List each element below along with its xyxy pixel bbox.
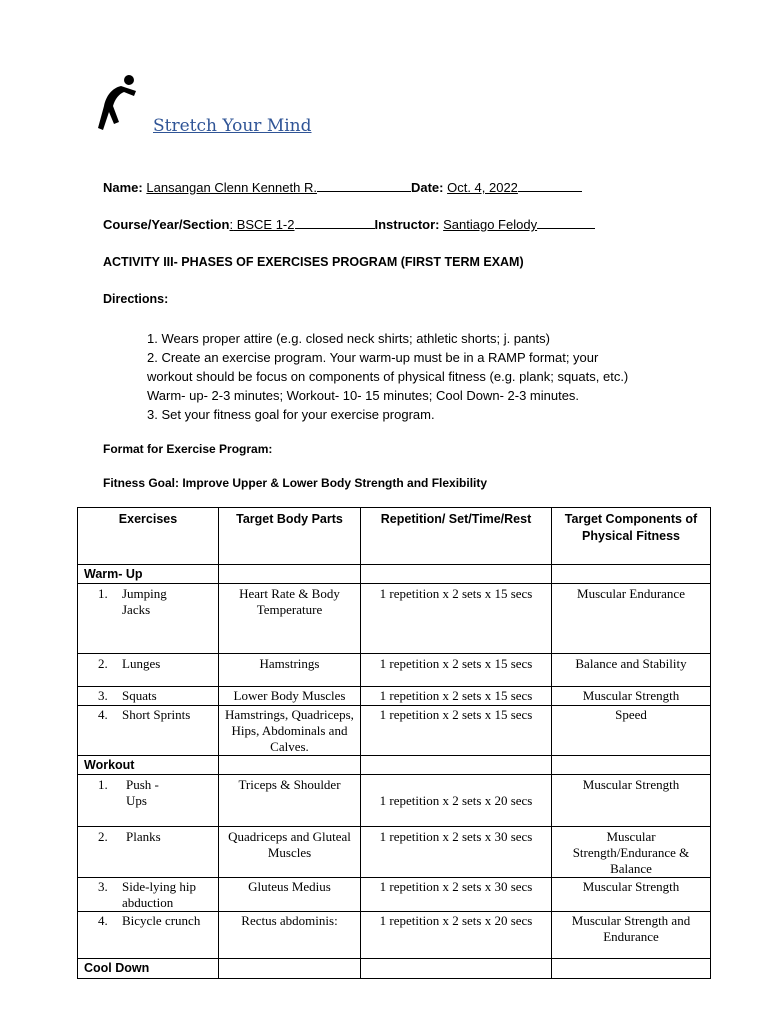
table-row — [78, 775, 711, 827]
row-number: 4. — [98, 913, 108, 928]
instructor-label: Instructor: — [374, 217, 440, 232]
date-label: Date: — [410, 180, 444, 195]
course-instructor-line — [103, 216, 595, 232]
exercise-name: Jumping Jacks — [122, 586, 167, 617]
row-number: 1. — [98, 586, 108, 601]
format-label: Format for Exercise Program: — [103, 442, 273, 456]
exercise-name: Side-lying hip abduction — [122, 879, 197, 910]
exercise-name: Planks — [126, 829, 161, 844]
activity-title: ACTIVITY III- PHASES OF EXERCISES PROGRAM (FIRST TERM EXAM) — [103, 255, 524, 269]
section-row-workout — [78, 756, 711, 775]
document-title: Stretch Your Mind — [153, 116, 312, 136]
exercise-name: Push - Ups — [126, 777, 159, 808]
repetition: 1 repetition x 2 sets x 15 secs — [361, 706, 552, 756]
target-body-parts: Gluteus Medius — [219, 878, 361, 912]
stretching-person-icon — [94, 72, 138, 134]
exercise-name: Lunges — [122, 656, 161, 671]
section-row-warmup — [78, 565, 711, 584]
row-number: 4. — [98, 707, 108, 722]
direction-line: workout should be focus on components of physical fitness (e.g. plank; squats, etc.) — [147, 369, 629, 384]
target-component: Muscular Endurance — [552, 584, 711, 654]
header-target-body-parts: Target Body Parts — [219, 508, 361, 565]
direction-line: Warm- up- 2-3 minutes; Workout- 10- 15 minutes; Cool Down- 2-3 minutes. — [147, 388, 580, 403]
direction-line: 3. Set your fitness goal for your exercise program. — [147, 407, 435, 422]
course-value[interactable]: BSCE 1-2 — [233, 217, 295, 232]
target-body-parts: Lower Body Muscles — [219, 687, 361, 706]
course-underline — [295, 216, 375, 229]
table-row — [78, 878, 711, 912]
row-number: 1. — [98, 777, 108, 792]
course-colon: : — [229, 217, 234, 232]
table-row — [78, 584, 711, 654]
table-row — [78, 654, 711, 687]
direction-line: 1. Wears proper attire (e.g. closed neck shirts; athletic shorts; j. pants) — [147, 331, 550, 346]
table-row — [78, 912, 711, 959]
row-number: 2. — [98, 656, 108, 671]
section-row-cooldown — [78, 959, 711, 979]
target-body-parts: Heart Rate & Body Temperature — [219, 584, 361, 654]
exercise-name: Bicycle crunch — [122, 913, 201, 928]
target-component: Balance and Stability — [552, 654, 711, 687]
fitness-goal: Fitness Goal: Improve Upper & Lower Body Strength and Flexibility — [103, 476, 488, 490]
target-body-parts: Quadriceps and Gluteal Muscles — [219, 827, 361, 878]
section-label: Workout — [78, 756, 219, 775]
target-body-parts: Hamstrings, Quadriceps, Hips, Abdominals and Calves. — [219, 706, 361, 756]
repetition: 1 repetition x 2 sets x 20 secs — [361, 775, 552, 827]
instructor-value[interactable]: Santiago Felody — [443, 217, 538, 232]
row-number: 3. — [98, 688, 108, 703]
section-label: Cool Down — [78, 959, 219, 979]
target-component: Muscular Strength — [552, 775, 711, 827]
target-body-parts: Hamstrings — [219, 654, 361, 687]
repetition: 1 repetition x 2 sets x 30 secs — [361, 878, 552, 912]
date-value[interactable]: Oct. 4, 2022 — [447, 180, 518, 195]
row-number: 2. — [98, 829, 108, 844]
exercise-name: Squats — [122, 688, 157, 703]
name-underline — [317, 179, 411, 192]
target-body-parts: Triceps & Shoulder — [219, 775, 361, 827]
table-row — [78, 706, 711, 756]
header-target-components: Target Components of Physical Fitness — [552, 508, 711, 565]
header-exercises: Exercises — [78, 508, 219, 565]
direction-line: 2. Create an exercise program. Your warm-up must be in a RAMP format; your — [147, 350, 599, 365]
target-body-parts: Rectus abdominis: — [219, 912, 361, 959]
course-label: Course/Year/Section — [103, 217, 230, 232]
table-row — [78, 687, 711, 706]
header-repetition: Repetition/ Set/Time/Rest — [361, 508, 552, 565]
exercise-name: Short Sprints — [122, 707, 191, 722]
directions-label: Directions: — [103, 292, 169, 306]
directions-list — [147, 329, 707, 424]
target-component: Muscular Strength and Endurance — [552, 912, 711, 959]
repetition: 1 repetition x 2 sets x 15 secs — [361, 584, 552, 654]
repetition: 1 repetition x 2 sets x 15 secs — [361, 687, 552, 706]
target-component: Speed — [552, 706, 711, 756]
repetition: 1 repetition x 2 sets x 30 secs — [361, 827, 552, 878]
repetition: 1 repetition x 2 sets x 15 secs — [361, 654, 552, 687]
table-header-row — [78, 508, 711, 565]
date-underline — [518, 179, 582, 192]
target-component: Muscular Strength — [552, 878, 711, 912]
target-component: Muscular Strength/Endurance & Balance — [552, 827, 711, 878]
name-value[interactable]: Lansangan Clenn Kenneth R. — [146, 180, 317, 195]
repetition: 1 repetition x 2 sets x 20 secs — [361, 912, 552, 959]
instructor-underline — [537, 216, 595, 229]
target-component: Muscular Strength — [552, 687, 711, 706]
section-label: Warm- Up — [78, 565, 219, 584]
name-date-line — [103, 179, 582, 195]
table-row — [78, 827, 711, 878]
name-label: Name: — [103, 180, 143, 195]
exercise-program-table — [77, 507, 711, 979]
row-number: 3. — [98, 879, 108, 894]
